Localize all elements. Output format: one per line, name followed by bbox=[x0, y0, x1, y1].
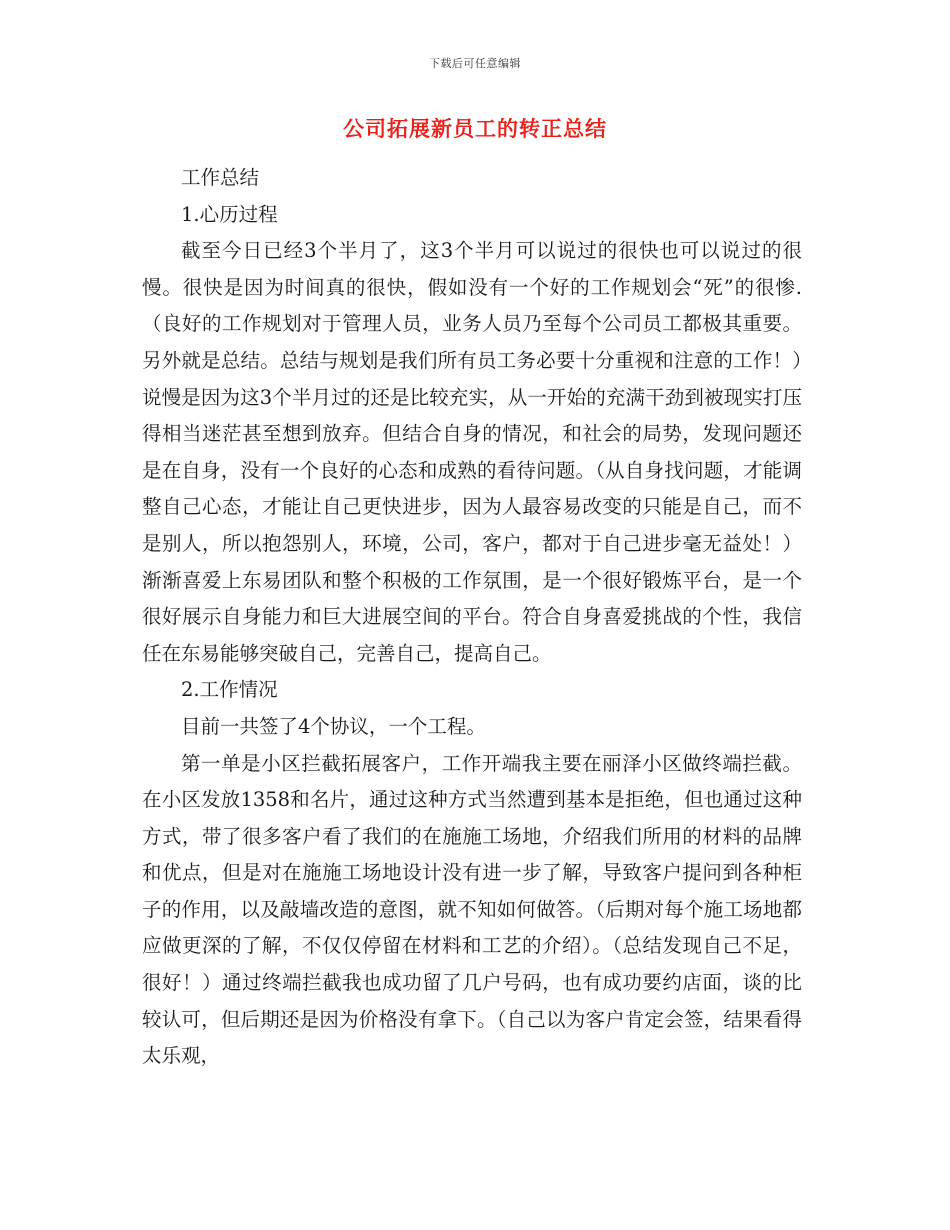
document-body bbox=[142, 160, 802, 1075]
header-note: 下载后可任意编辑 bbox=[429, 57, 521, 70]
body-paragraph: 目前一共签了4个协议，一个工程。 bbox=[181, 714, 486, 738]
subsection-heading: 2.工作情况 bbox=[181, 678, 278, 702]
body-paragraph: 截至今日已经3个半月了，这3个半月可以说过的很快也可以说过的很慢。很快是因为时间真的很快，假如没有一个好的工作规划会“死”的很惨.（良好的工作规划对于管理人员，业务人员乃至每个公司员工都极其重要。另外就是总结。总结与规划是我们所有员工务必要十分重视和注意的工作！）说慢是因为这3个半月过的还是比较充实，从一开始的充满干劲到被现实打压得相当迷茫甚至想到放弃。但结合自身的情况，和社会的局势，发现问题还是在自身，没有一个良好的心态和成熟的看待问题。（从自身找问题，才能调整自己心态，才能让自己更快进步，因为人最容易改变的只能是自己，而不是别人，所以抱怨别人，环境，公司，客户，都对于自己进步毫无益处！）渐渐喜爱上东易团队和整个积极的工作氛围，是一个很好锻炼平台，是一个很好展示自身能力和巨大进展空间的平台。符合自身喜爱挑战的个性，我信任在东易能够突破自己，完善自己，提高自己。 bbox=[142, 239, 802, 665]
section-heading: 工作总结 bbox=[181, 166, 260, 189]
document-title: 公司拓展新员工的转正总结 bbox=[343, 116, 607, 141]
body-paragraph: 第一单是小区拦截拓展客户，工作开端我主要在丽泽小区做终端拦截。在小区发放1358和名片，通过这种方式当然遭到基本是拒绝，但也通过这种方式，带了很多客户看了我们的在施施工场地，介绍我们所用的材料的品牌和优点，但是对在施施工场地设计没有进一步了解，导致客户提问到各种柜子的作用，以及敲墙改造的意图，就不知如何做答。（后期对每个施工场地都应做更深的了解，不仅仅停留在材料和工艺的介绍）。（总结发现自己不足，很好！）通过终端拦截我也成功留了几户号码，也有成功要约店面，谈的比较认可，但后期还是因为价格没有拿下。（自己以为客户肯定会签，结果看得太乐观， bbox=[142, 751, 802, 1068]
subsection-heading: 1.心历过程 bbox=[181, 202, 278, 226]
